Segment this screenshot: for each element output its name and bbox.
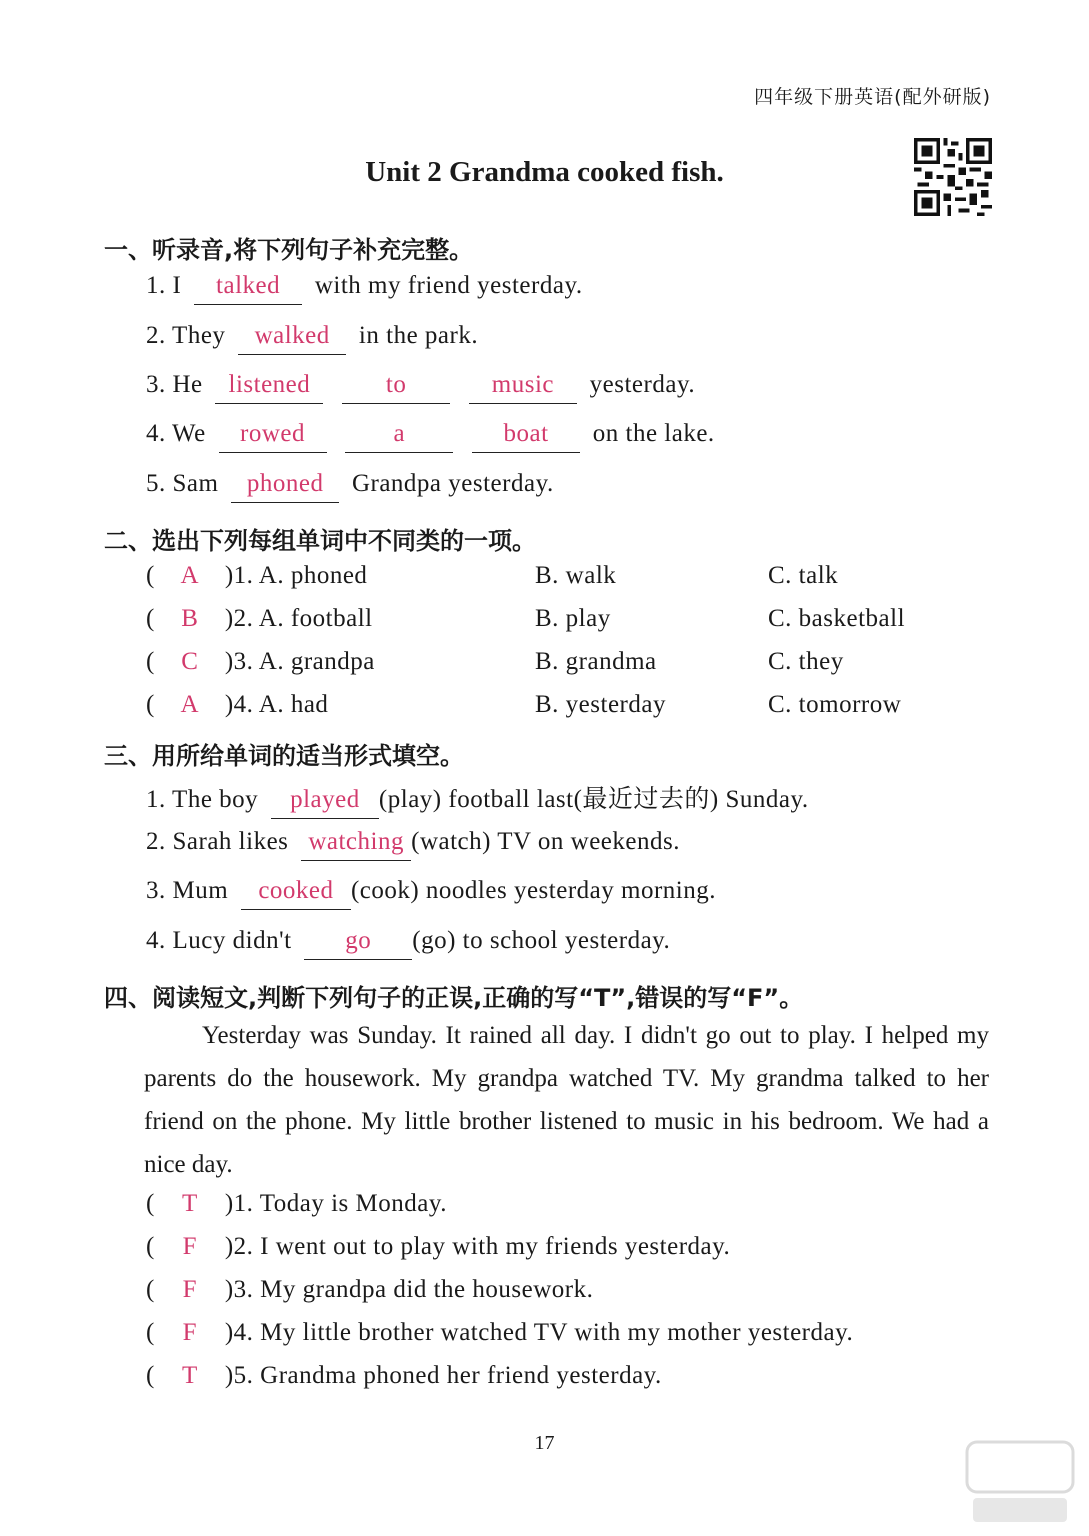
s2-item-2: ( B )2. A. football <box>146 605 373 632</box>
s2-option-c: C. tomorrow <box>768 691 902 718</box>
s1-item-text: 3. He <box>146 371 203 398</box>
s2-num: )2. <box>224 605 254 632</box>
s1-answer: listened <box>215 373 323 404</box>
s4-item-text: )3. My grandpa did the housework. <box>224 1276 594 1303</box>
reading-passage: Yesterday was Sunday. It rained all day. I didn't go out to play. I helped my parents do the housework. My grandpa watched TV. My grandma talked to her friend on the phone. My little brother listened to music in his bedroom. We had a nice day. <box>144 1022 989 1178</box>
s1-item-text: in the park. <box>358 322 479 349</box>
s3-item-2 <box>146 828 680 861</box>
s1-item-3 <box>146 371 695 404</box>
s1-item-5 <box>146 470 554 503</box>
s4-item-2: ( F )2. I went out to play with my friends yesterday. <box>146 1233 731 1260</box>
s3-item-text: 4. Lucy didn't <box>146 927 292 954</box>
section-1-heading: 一、听录音,将下列句子补充完整。 <box>104 236 474 264</box>
s1-item-text: 1. I <box>146 272 182 299</box>
s3-answer: cooked <box>241 879 351 910</box>
s2-num: )3. <box>224 648 254 675</box>
s4-item-text: )2. I went out to play with my friends yesterday. <box>224 1233 731 1260</box>
s3-answer: played <box>271 788 379 819</box>
s2-option-b: B. grandma <box>535 648 657 675</box>
s3-item-1 <box>146 779 809 819</box>
s2-option-b: B. walk <box>535 562 617 589</box>
s2-option-a: A. grandpa <box>258 648 375 675</box>
s3-item-text: (watch) TV on weekends. <box>411 828 680 855</box>
s3-item-text: 2. Sarah likes <box>146 828 289 855</box>
section-3-heading: 三、用所给单词的适当形式填空。 <box>104 742 464 770</box>
s4-answer: F <box>182 1276 198 1303</box>
page-number: 17 <box>534 1432 555 1454</box>
s2-item-3: ( C )3. A. grandpa <box>146 648 375 675</box>
s2-answer: C <box>181 648 199 675</box>
s1-item-1 <box>146 272 583 305</box>
s4-item-1: ( T )1. Today is Monday. <box>146 1190 447 1217</box>
s1-answer: music <box>469 373 577 404</box>
s3-answer: watching <box>301 830 411 861</box>
s3-item-4 <box>146 927 670 960</box>
s1-item-text: Grandpa yesterday. <box>351 470 554 497</box>
qr-code-icon <box>914 138 992 216</box>
s2-answer: B <box>181 605 199 632</box>
section-4-heading: 四、阅读短文,判断下列句子的正误,正确的写“T”,错误的写“F”。 <box>104 984 804 1012</box>
s4-item-text: )5. Grandma phoned her friend yesterday. <box>224 1362 662 1389</box>
s2-option-c: C. basketball <box>768 605 906 632</box>
s2-num: )4. <box>224 691 254 718</box>
s3-item-text: (go) to school yesterday. <box>412 927 671 954</box>
s2-answer: A <box>180 562 200 589</box>
s1-item-2 <box>146 322 478 355</box>
s1-item-text: 2. They <box>146 322 226 349</box>
s1-item-text: 4. We <box>146 420 206 447</box>
s4-item-3: ( F )3. My grandpa did the housework. <box>146 1276 594 1303</box>
s4-answer: T <box>181 1190 198 1217</box>
s1-answer: rowed <box>219 422 327 453</box>
s2-option-c: C. they <box>768 648 844 675</box>
s1-answer: walked <box>238 324 346 355</box>
s3-item-3 <box>146 877 716 910</box>
s4-answer: F <box>182 1319 198 1346</box>
s2-option-b: B. yesterday <box>535 691 666 718</box>
s1-answer: phoned <box>231 472 339 503</box>
s1-item-4 <box>146 420 715 453</box>
s3-item-text: 1. The boy <box>146 786 259 813</box>
s2-option-a: A. phoned <box>258 562 368 589</box>
s2-option-b: B. play <box>535 605 611 632</box>
s3-item-text: (cook) noodles yesterday morning. <box>350 877 716 904</box>
s2-option-a: A. had <box>258 691 329 718</box>
s1-item-text: with my friend yesterday. <box>314 272 583 299</box>
page-header: 四年级下册英语(配外研版) <box>754 86 991 108</box>
s2-option-c: C. talk <box>768 562 839 589</box>
mxqe-watermark-logo <box>965 1440 1075 1526</box>
s3-answer: go <box>304 929 412 960</box>
s2-item-4: ( A )4. A. had <box>146 691 329 718</box>
s1-answer: a <box>345 422 453 453</box>
s3-item-text: 3. Mum <box>146 877 229 904</box>
s2-item-1: ( A )1. A. phoned <box>146 562 368 589</box>
s2-num: )1. <box>224 562 254 589</box>
s2-option-a: A. football <box>258 605 373 632</box>
s1-answer: boat <box>472 422 580 453</box>
s4-item-4: ( F )4. My little brother watched TV with my mother yesterday. <box>146 1319 854 1346</box>
s4-item-5: ( T )5. Grandma phoned her friend yesterday. <box>146 1362 662 1389</box>
s1-item-text: on the lake. <box>592 420 715 447</box>
s1-item-text: 5. Sam <box>146 470 219 497</box>
s4-answer: F <box>182 1233 198 1260</box>
s4-item-text: )1. Today is Monday. <box>224 1190 447 1217</box>
s2-answer: A <box>180 691 200 718</box>
s1-answer: talked <box>194 274 302 305</box>
page-title: Unit 2 Grandma cooked fish. <box>365 156 724 188</box>
section-2-heading: 二、选出下列每组单词中不同类的一项。 <box>104 527 536 555</box>
s1-answer: to <box>342 373 450 404</box>
s1-item-text: yesterday. <box>589 371 696 398</box>
s3-item-text: (play) football last(最近过去的) Sunday. <box>378 786 809 813</box>
s4-item-text: )4. My little brother watched TV with my mother yesterday. <box>224 1319 854 1346</box>
s4-answer: T <box>181 1362 198 1389</box>
